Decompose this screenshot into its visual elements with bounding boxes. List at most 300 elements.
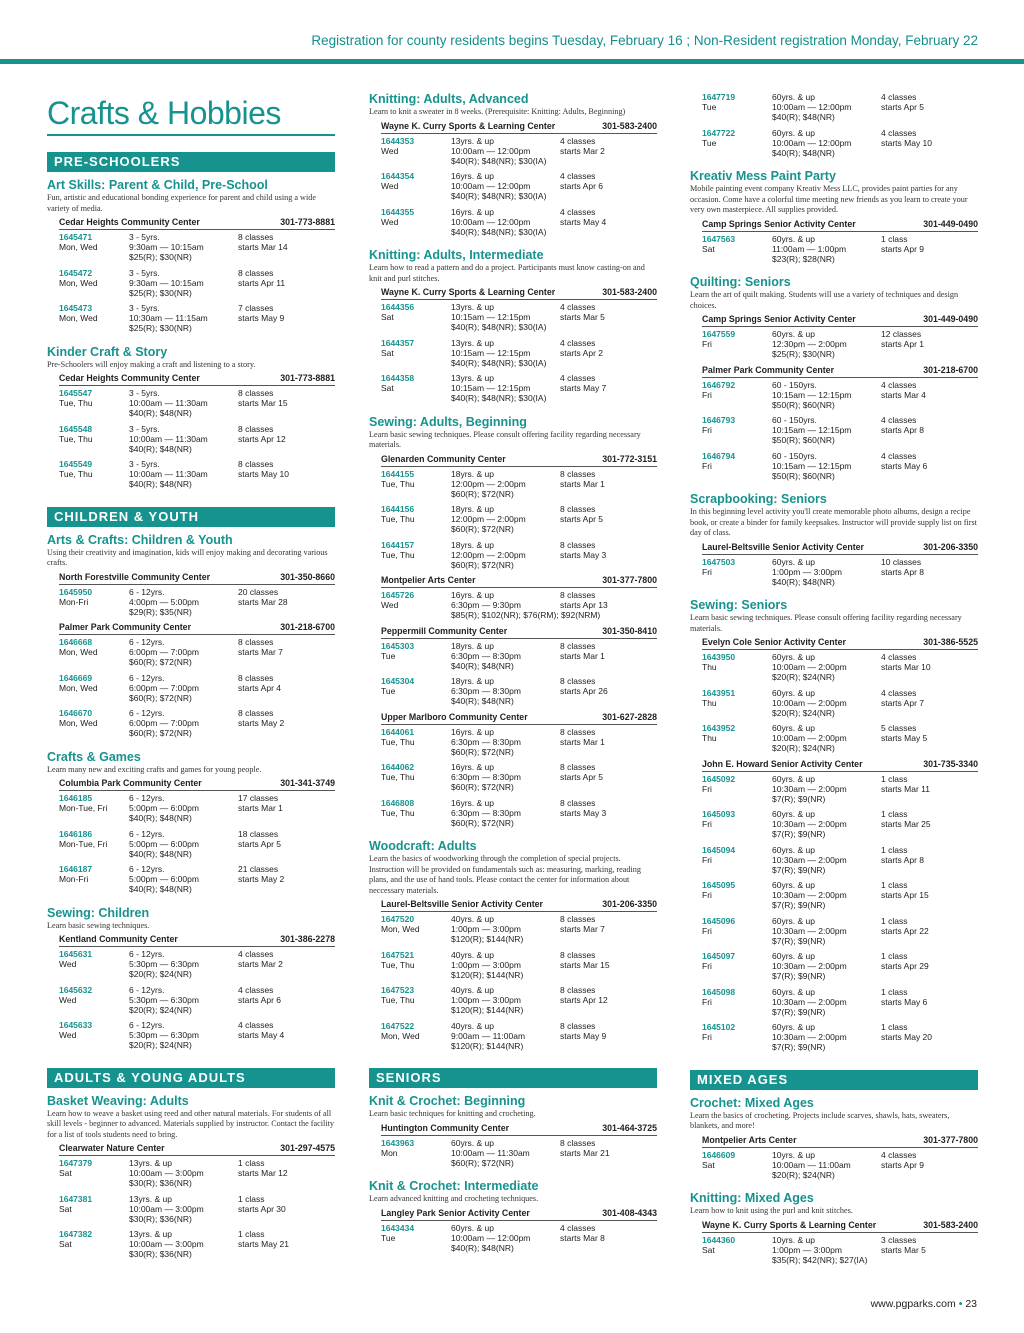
class-schedule [560, 950, 610, 970]
class-schedule [881, 652, 931, 672]
class-schedule [560, 1021, 606, 1041]
class-schedule [560, 727, 605, 747]
class-start: starts May 7 [560, 383, 607, 394]
class-id-link[interactable]: 1644156 [381, 504, 415, 514]
class-id-link[interactable]: 1646668 [59, 637, 93, 647]
class-id-link[interactable]: 1645548 [59, 423, 93, 434]
class-id-link[interactable]: 1644360 [702, 1234, 736, 1245]
class-schedule [881, 329, 924, 349]
location-name: Cedar Heights Community Center [59, 217, 200, 227]
class-age: 60yrs. & up [772, 809, 815, 819]
class-id-link[interactable]: 1646185 [59, 793, 93, 803]
class-fee: $35(R); $42(NR); $27(IA) [772, 1254, 868, 1265]
class-days: Fri [702, 460, 712, 471]
class-fee: $60(R); $72(NR) [451, 559, 514, 570]
class-listing [702, 451, 978, 487]
course-description: Using their creativity and imagination, kids will enjoy making and decorating various crafts. [47, 547, 328, 567]
location-phone: 301-772-3151 [602, 453, 657, 464]
location-header [59, 1143, 335, 1156]
class-start: starts May 3 [560, 549, 607, 560]
class-id-link[interactable]: 1646669 [59, 672, 93, 683]
location-header [381, 121, 657, 134]
class-details [772, 234, 846, 265]
class-listing [381, 1021, 657, 1057]
class-time: 10:30am — 2:00pm [772, 925, 847, 936]
class-start: starts Apr 12 [238, 433, 286, 444]
class-age: 60yrs. & up [772, 1022, 815, 1032]
class-id-link[interactable]: 1645093 [702, 809, 736, 819]
class-age: 40yrs. & up [451, 1020, 494, 1031]
class-time: 10:00am — 12:00pm [451, 1232, 531, 1243]
class-start: starts Apr 8 [881, 854, 924, 865]
class-count: 4 classes [560, 206, 596, 217]
class-listing [702, 329, 978, 365]
class-listing [381, 641, 657, 677]
class-count: 8 classes [560, 762, 596, 772]
class-schedule [560, 590, 608, 610]
class-section [47, 345, 335, 495]
class-schedule [238, 459, 289, 479]
class-age: 16yrs. & up [451, 206, 494, 217]
class-id-link[interactable]: 1644353 [381, 135, 415, 146]
class-id-link[interactable]: 1644357 [381, 337, 415, 348]
class-fee: $60(R); $72(NR) [451, 817, 514, 828]
class-start: starts Apr 9 [881, 1159, 924, 1170]
course-title: Knitting: Mixed Ages [690, 1191, 814, 1205]
class-listing [381, 1223, 657, 1259]
class-id-link[interactable]: 1646808 [381, 797, 415, 808]
class-days: Mon, Wed [59, 682, 98, 693]
location-phone: 301-583-2400 [602, 287, 657, 297]
class-age: 18yrs. & up [451, 539, 494, 550]
class-start: starts Mar 7 [238, 647, 283, 658]
location-phone: 301-206-3350 [923, 541, 978, 552]
class-count: 20 classes [238, 586, 279, 597]
class-start: starts May 21 [238, 1239, 290, 1250]
class-days: Tue [702, 102, 717, 112]
course-description: Learn basic techniques for knitting and crocheting. [369, 1109, 536, 1118]
class-id-link[interactable]: 1647719 [702, 92, 736, 102]
class-id-link[interactable]: 1643951 [702, 687, 736, 698]
section-band: MIXED AGES [690, 1070, 978, 1090]
class-id-link[interactable]: 1644355 [381, 206, 415, 217]
class-time: 6:30pm — 8:30pm [451, 772, 521, 783]
class-fee: $7(R); $9(NR) [772, 829, 826, 840]
class-id-link[interactable]: 1645473 [59, 303, 93, 313]
class-id-link[interactable]: 1644061 [381, 726, 415, 737]
class-id-link[interactable]: 1647523 [381, 985, 415, 995]
class-id-link[interactable]: 1645096 [702, 915, 736, 926]
class-start: starts Mar 11 [881, 783, 930, 794]
class-start: starts Mar 7 [560, 924, 605, 935]
class-details [772, 1235, 867, 1266]
course-description: Learn many new and exciting crafts and games for young people. [47, 764, 262, 774]
class-details [451, 540, 526, 571]
class-days: Fri [702, 783, 712, 794]
class-details [772, 987, 847, 1018]
class-details [129, 673, 199, 704]
class-section [690, 492, 978, 592]
class-id-link[interactable]: 1646793 [702, 415, 736, 425]
class-listing [381, 504, 657, 540]
class-days: Tue, Thu [381, 995, 415, 1005]
class-details [772, 774, 847, 805]
class-count: 8 classes [560, 1020, 596, 1031]
class-fee: $120(R); $144(NR) [451, 1005, 524, 1016]
class-id-link[interactable]: 1645094 [702, 844, 736, 855]
location-phone: 301-377-7800 [602, 575, 657, 585]
class-start: starts May 2 [238, 718, 285, 729]
class-start: starts Apr 8 [881, 425, 924, 436]
class-count: 8 classes [560, 468, 596, 479]
class-days: Fri [702, 996, 712, 1007]
class-id-link[interactable]: 1645092 [702, 773, 736, 784]
class-id-link[interactable]: 1643434 [381, 1222, 415, 1233]
class-time: 12:30pm — 2:00pm [772, 339, 847, 350]
class-schedule [881, 987, 927, 1007]
class-details [451, 373, 546, 404]
class-schedule [238, 424, 286, 444]
class-time: 10:15am — 12:15pm [772, 425, 852, 436]
class-age: 60yrs. & up [772, 652, 815, 662]
class-days: Thu [702, 697, 717, 708]
class-time: 1:00pm — 3:00pm [451, 995, 521, 1006]
class-age: 6 - 12yrs. [129, 864, 165, 874]
class-age: 60yrs. & up [772, 773, 815, 784]
class-id-link[interactable]: 1647559 [702, 329, 736, 339]
location-header [702, 1135, 978, 1148]
class-details [129, 424, 208, 455]
class-start: starts May 4 [560, 216, 607, 227]
class-count: 4 classes [881, 687, 917, 698]
class-age: 60yrs. & up [772, 92, 815, 102]
section-band: CHILDREN & YOUTH [47, 507, 335, 527]
course-title: Sewing: Seniors [690, 598, 788, 612]
class-count: 4 classes [881, 450, 917, 461]
class-count: 4 classes [560, 373, 596, 383]
class-schedule [881, 1022, 932, 1042]
class-id-link[interactable]: 1645471 [59, 232, 93, 242]
class-id-link[interactable]: 1645633 [59, 1020, 93, 1030]
class-listing [381, 1138, 657, 1174]
class-age: 6 - 12yrs. [129, 793, 165, 803]
class-fee: $60(R); $72(NR) [129, 728, 192, 739]
class-count: 4 classes [238, 984, 274, 995]
class-id-link[interactable]: 1643950 [702, 652, 736, 662]
class-section [690, 275, 978, 486]
class-time: 10:00am — 2:00pm [772, 697, 847, 708]
class-schedule [560, 914, 605, 934]
class-days: Fri [702, 854, 712, 865]
location-name: North Forestville Community Center [59, 571, 211, 582]
location-header [702, 759, 978, 772]
class-id-link[interactable]: 1645631 [59, 949, 93, 959]
class-id-link[interactable]: 1646670 [59, 708, 93, 718]
location-phone: 301-350-8410 [602, 625, 657, 636]
class-listing [59, 388, 335, 424]
class-fee: $7(R); $9(NR) [772, 971, 826, 982]
location-header [702, 637, 978, 650]
class-days: Wed [59, 1030, 77, 1040]
class-id-link[interactable]: 1643963 [381, 1137, 415, 1148]
class-age: 6 - 12yrs. [129, 984, 165, 995]
class-details [451, 469, 526, 500]
class-fee: $40(R); $48(NR); $30(IA) [451, 357, 547, 368]
class-days: Tue, Thu [381, 772, 415, 782]
class-age: 3 - 5yrs. [129, 388, 160, 398]
class-days: Mon-Fri [59, 874, 89, 884]
class-start: starts Apr 26 [560, 686, 608, 697]
class-days: Fri [702, 566, 712, 577]
course-description: Learn how to read a pattern and do a project. Participants must know casting-on and knit and purl stitches. [369, 263, 645, 283]
class-start: starts Mar 1 [238, 803, 283, 814]
location-name: Camp Springs Senior Activity Center [702, 218, 856, 229]
class-time: 5:30pm — 6:30pm [129, 994, 199, 1005]
class-start: starts Apr 15 [881, 890, 929, 901]
class-id-link[interactable]: 1646187 [59, 864, 93, 874]
class-time: 1:00pm — 3:00pm [451, 959, 521, 970]
class-schedule [560, 171, 603, 191]
class-schedule [238, 232, 288, 252]
class-listing [59, 829, 335, 865]
class-listing [381, 590, 657, 626]
class-age: 18yrs. & up [451, 504, 494, 514]
location-name: Laurel-Beltsville Senior Activity Center [702, 541, 864, 552]
class-fee: $20(R); $24(NR) [129, 1004, 192, 1015]
location-name: Palmer Park Community Center [59, 622, 191, 632]
class-id-link[interactable]: 1644062 [381, 762, 415, 772]
class-id-link[interactable]: 1645304 [381, 676, 415, 686]
class-age: 16yrs. & up [451, 171, 494, 181]
course-description: Learn basic sewing techniques. [47, 920, 150, 930]
class-days: Mon, Wed [381, 1030, 420, 1041]
class-id-link[interactable]: 1646792 [702, 379, 736, 390]
class-fee: $7(R); $9(NR) [772, 900, 826, 911]
class-details [451, 914, 523, 945]
class-days: Tue [381, 650, 396, 661]
location-phone: 301-583-2400 [602, 120, 657, 131]
class-id-link[interactable]: 1646186 [59, 828, 93, 839]
class-schedule [560, 676, 608, 696]
location-header [702, 365, 978, 378]
class-id-link[interactable]: 1645632 [59, 984, 93, 995]
class-schedule [560, 798, 606, 818]
class-schedule [560, 338, 603, 358]
course-title: Arts & Crafts: Children & Youth [47, 532, 233, 547]
class-listing [381, 136, 657, 172]
location-header [702, 1220, 978, 1233]
location-header [702, 219, 978, 232]
course-title: Scrapbooking: Seniors [690, 492, 827, 506]
class-details [772, 380, 851, 411]
course-description: In this beginning level activity you'll create memorable photo albums, design a recipe book, or create a binder for family keepsakes. Instructor will provide supply list on first day of class. [690, 507, 977, 537]
class-details [129, 1020, 199, 1051]
class-time: 10:15am — 12:15pm [451, 312, 531, 323]
class-count: 1 class [238, 1193, 265, 1204]
class-listing [381, 540, 657, 576]
class-details [451, 136, 546, 167]
course-description: Learn how to weave a basket using reed and other natural materials. For students of all skill levels - beginner to advanced. Materials supplied by instructor. Contact the facility for a list of tools students need to bring. [47, 1108, 334, 1139]
class-fee: $40(R); $48(NR) [451, 696, 514, 707]
class-schedule [238, 388, 288, 408]
site-url[interactable]: www.pgparks.com [870, 1298, 956, 1310]
class-listing [59, 949, 335, 985]
class-id-link[interactable]: 1645549 [59, 459, 93, 469]
class-time: 6:30pm — 8:30pm [451, 736, 521, 747]
class-id-link[interactable]: 1645950 [59, 586, 93, 597]
class-id-link[interactable]: 1644356 [381, 302, 415, 312]
class-fee: $20(R); $24(NR) [772, 1169, 835, 1180]
class-fee: $85(R); $102(NR); $76(RM); $92(NRM) [451, 610, 601, 621]
class-listing [702, 234, 978, 270]
class-start: starts Apr 9 [881, 243, 924, 254]
class-age: 60yrs. & up [772, 127, 815, 138]
class-id-link[interactable]: 1645303 [381, 640, 415, 651]
class-listing [381, 762, 657, 798]
class-details [129, 985, 199, 1016]
class-fee: $120(R); $144(NR) [451, 1040, 524, 1051]
class-id-link[interactable]: 1646609 [702, 1149, 736, 1160]
class-fee: $40(R); $48(NR) [772, 576, 835, 587]
section-band: SENIORS [369, 1068, 657, 1088]
class-schedule [238, 637, 283, 657]
class-schedule [560, 373, 606, 393]
location-phone: 301-218-6700 [280, 622, 335, 632]
class-age: 3 - 5yrs. [129, 232, 160, 242]
class-time: 12:00pm — 2:00pm [451, 549, 526, 560]
class-id-link[interactable]: 1644354 [381, 171, 415, 181]
column-3 [690, 92, 978, 1270]
class-fee: $50(R); $60(NR) [772, 470, 835, 481]
class-listing [59, 268, 335, 304]
class-days: Fri [702, 890, 712, 900]
class-fee: $60(R); $72(NR) [451, 746, 514, 757]
class-time: 4:00pm — 5:00pm [129, 596, 199, 607]
class-details [451, 641, 521, 672]
course-title: Kinder Craft & Story [47, 344, 168, 359]
course-title: Art Skills: Parent & Child, Pre-School [47, 178, 268, 192]
class-listing [381, 469, 657, 505]
class-details [129, 829, 199, 860]
class-section [369, 1094, 657, 1173]
class-id-link[interactable]: 1645472 [59, 267, 93, 278]
class-details [772, 916, 847, 947]
class-count: 5 classes [881, 723, 917, 733]
course-title: Quilting: Seniors [690, 275, 791, 289]
class-age: 6 - 12yrs. [129, 1020, 165, 1030]
class-count: 4 classes [560, 302, 596, 312]
class-id-link[interactable]: 1645095 [702, 880, 736, 890]
class-time: 5:00pm — 6:00pm [129, 803, 199, 814]
course-description: Learn the basics of woodworking through the completion of special projects. Instruction will be provided on fundamentals such as: measuring, marking, reading plans, and the use of hand tools. Please contact the center for information about neccessary materials. [369, 854, 641, 895]
class-age: 13yrs. & up [129, 1193, 172, 1204]
location-name: Camp Springs Senior Activity Center [702, 314, 856, 324]
class-time: 5:30pm — 6:30pm [129, 1030, 199, 1041]
location-phone: 301-218-6700 [923, 364, 978, 375]
class-age: 10yrs. & up [772, 1234, 815, 1245]
class-fee: $50(R); $60(NR) [772, 399, 835, 410]
class-id-link[interactable]: 1645547 [59, 388, 93, 398]
class-count: 8 classes [560, 914, 596, 924]
class-schedule [560, 762, 603, 782]
class-details [451, 1021, 525, 1052]
class-listing [702, 688, 978, 724]
class-start: starts Apr 22 [881, 925, 929, 936]
class-id-link[interactable]: 1647381 [59, 1193, 93, 1204]
class-id-link[interactable]: 1647521 [381, 949, 415, 960]
class-days: Mon, Wed [59, 277, 98, 288]
class-age: 18yrs. & up [451, 468, 494, 479]
location-name: Glenarden Community Center [381, 453, 506, 464]
class-days: Fri [702, 389, 712, 400]
class-time: 10:00am — 3:00pm [129, 1168, 204, 1179]
class-days: Mon-Fri [59, 596, 89, 607]
class-id-link[interactable]: 1646794 [702, 450, 736, 461]
location-phone: 301-449-0490 [923, 218, 978, 229]
class-section [690, 1096, 978, 1186]
class-age: 3 - 5yrs. [129, 267, 160, 278]
class-schedule [881, 380, 926, 400]
class-id-link[interactable]: 1647520 [381, 914, 415, 924]
class-details [772, 723, 847, 754]
class-time: 10:00am — 3:00pm [129, 1239, 204, 1250]
class-listing [702, 809, 978, 845]
class-days: Tue [381, 686, 396, 696]
class-details [772, 415, 851, 446]
class-id-link[interactable]: 1647522 [381, 1020, 415, 1031]
class-listing [702, 880, 978, 916]
class-listing [59, 1229, 335, 1265]
course-title: Knit & Crochet: Beginning [369, 1094, 526, 1108]
location-name: Montpelier Arts Center [381, 575, 476, 585]
class-count: 8 classes [560, 1137, 596, 1148]
class-schedule [560, 504, 603, 524]
class-id-link[interactable]: 1645097 [702, 951, 736, 961]
class-id-link[interactable]: 1647722 [702, 127, 736, 138]
class-count: 1 class [238, 1229, 265, 1239]
class-id-link[interactable]: 1645102 [702, 1022, 736, 1032]
class-schedule [881, 723, 927, 743]
class-listing [702, 1022, 978, 1058]
class-time: 10:00am — 11:00am [772, 1159, 851, 1170]
location-phone: 301-297-4575 [280, 1143, 335, 1153]
class-time: 10:00am — 11:30am [129, 398, 208, 409]
class-id-link[interactable]: 1645726 [381, 590, 415, 600]
class-time: 10:00am — 12:00pm [451, 145, 531, 156]
class-listing [702, 557, 978, 593]
class-id-link[interactable]: 1645098 [702, 986, 736, 997]
class-age: 6 - 12yrs. [129, 949, 165, 959]
class-age: 40yrs. & up [451, 914, 494, 924]
class-id-link[interactable]: 1647503 [702, 556, 736, 567]
class-listing [59, 303, 335, 339]
class-count: 8 classes [238, 708, 274, 718]
class-days: Sat [702, 1244, 715, 1255]
class-section [47, 178, 335, 339]
class-id-link[interactable]: 1643952 [702, 723, 736, 733]
class-id-link[interactable]: 1647379 [59, 1158, 93, 1168]
class-days: Sat [381, 383, 394, 393]
class-id-link[interactable]: 1647382 [59, 1229, 93, 1239]
class-id-link[interactable]: 1644157 [381, 539, 415, 550]
class-id-link[interactable]: 1644358 [381, 373, 415, 383]
class-section [369, 839, 657, 1056]
class-id-link[interactable]: 1647563 [702, 233, 736, 244]
class-days: Tue, Thu [381, 514, 415, 524]
class-details [772, 329, 847, 360]
class-time: 10:00am — 3:00pm [129, 1203, 204, 1214]
class-id-link[interactable]: 1644155 [381, 468, 415, 479]
